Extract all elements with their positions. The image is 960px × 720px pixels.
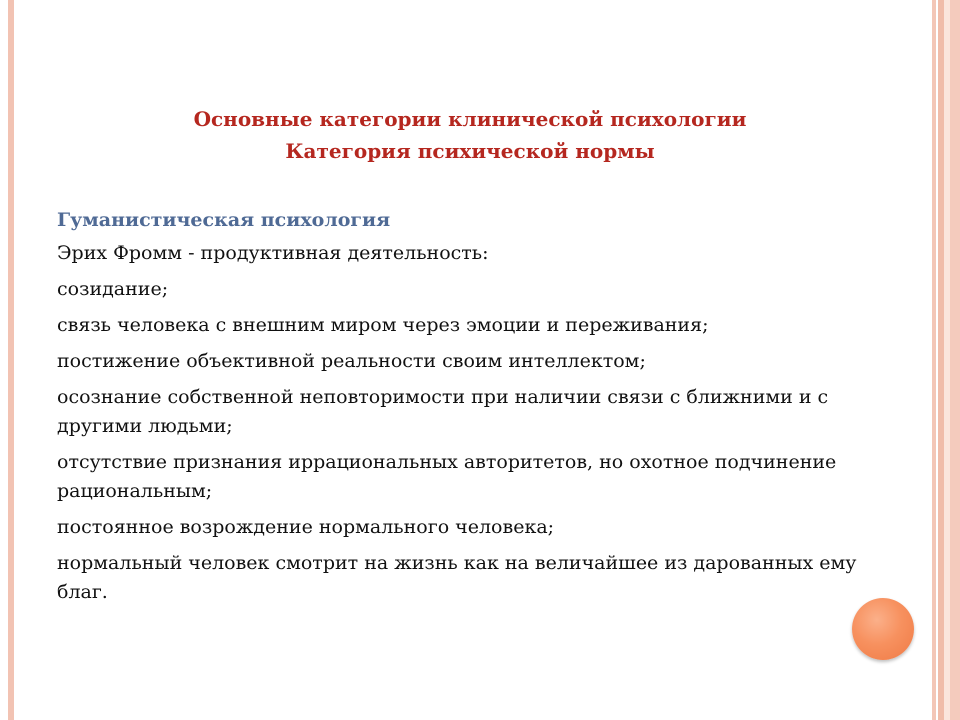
paragraph: Эрих Фромм - продуктивная деятельность: (57, 242, 489, 264)
paragraph: созидание; (57, 278, 169, 300)
paragraph: связь человека с внешним миром через эмоции и переживания; (57, 314, 709, 336)
title-line-2: Категория психической нормы (285, 139, 655, 163)
subheading: Гуманистическая психология (57, 209, 391, 231)
title-line-1: Основные категории клинической психологии (193, 107, 747, 131)
slide-title (60, 103, 880, 167)
right-border-stripes (930, 0, 960, 720)
orange-circle-decoration (852, 598, 914, 660)
left-border-stripe (8, 0, 14, 720)
paragraph: постижение объективной реальности своим интеллектом; (57, 350, 646, 372)
paragraph: нормальный человек смотрит на жизнь как на величайшее из дарованных ему благ. (57, 552, 857, 603)
paragraph: осознание собственной неповторимости при наличии связи с ближними и с другими людьми; (57, 386, 829, 437)
slide-content (57, 206, 857, 614)
paragraph: отсутствие признания иррациональных авторитетов, но охотное подчинение рациональным; (57, 451, 837, 502)
paragraph: постоянное возрождение нормального человека; (57, 516, 555, 538)
